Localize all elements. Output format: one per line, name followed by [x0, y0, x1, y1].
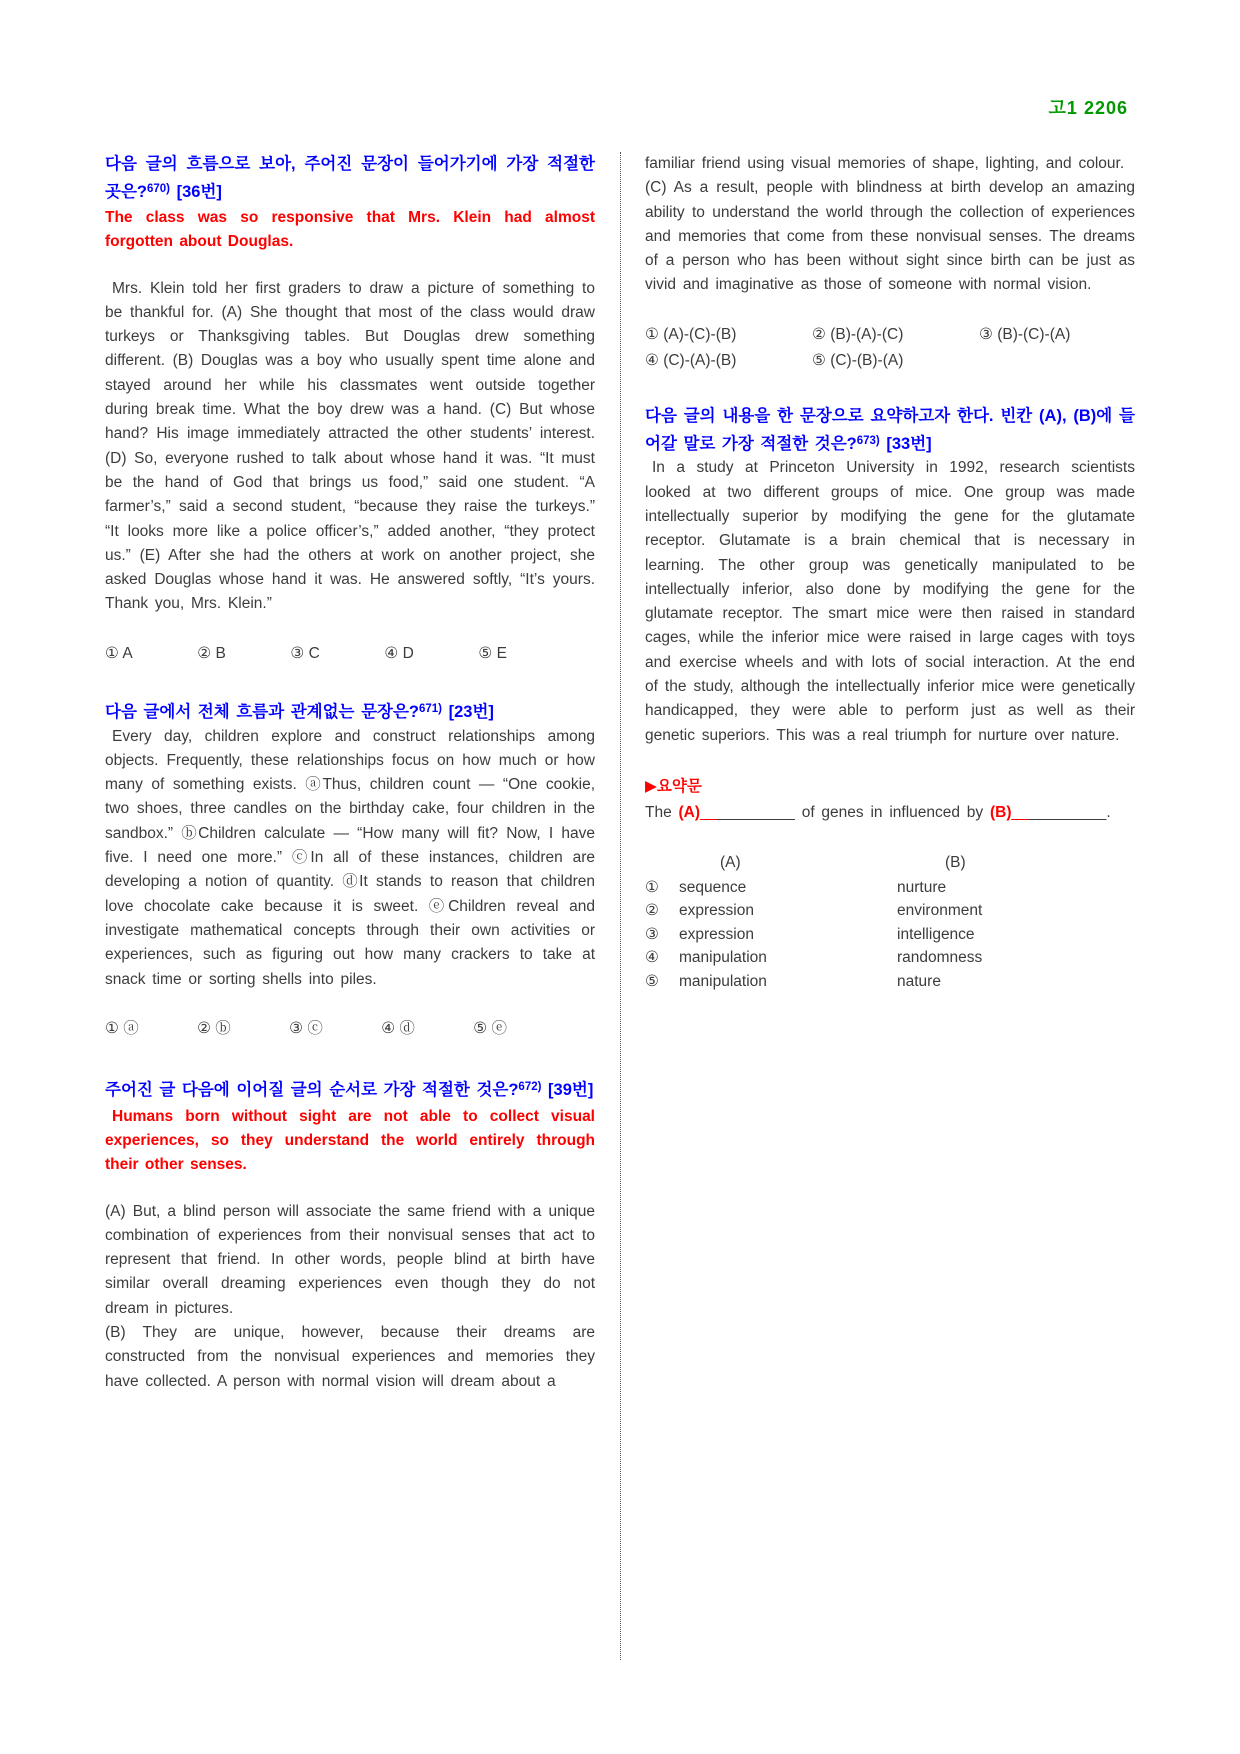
question-39-paragraph-c: (C) As a result, people with blindness at birth develop an amazing ability to understand the world through the collection of experiences and memories that come from these nonvisual senses. The dreams of a person who has been without sight since birth can be just as vivid and imaginative as those of someone with normal vision. — [645, 179, 1135, 294]
question-36-given-sentence: The class was so responsive that Mrs. Klein had almost forgotten about Douglas. — [105, 209, 595, 251]
table-header-b: (B) — [945, 853, 966, 871]
footnote-ref-670: 670) — [146, 182, 170, 195]
choice-option: ⑤ E — [478, 644, 507, 662]
question-33-title-text: 다음 글의 내용을 한 문장으로 요약하고자 한다. 빈칸 (A), (B)에 들어갈 말로 가장 적절한 것은? — [645, 407, 1135, 453]
doc-code: 고1 2206 — [1048, 98, 1128, 118]
question-39-number-tag: [39번] — [548, 1081, 594, 1100]
table-cell-b: nature — [897, 972, 941, 990]
question-33-answer-table — [645, 851, 1135, 993]
choice-option: ④ D — [384, 644, 414, 662]
left-column — [105, 152, 595, 1394]
question-33-number-tag: [33번] — [886, 434, 932, 453]
choice-number: ② — [645, 902, 659, 920]
choice-number: ③ — [645, 925, 659, 943]
table-cell-b: nurture — [897, 878, 947, 896]
question-39-paragraph-b: (B) They are unique, however, because their dreams are constructed from the nonvisual experiences and memories they have collected. A person with normal vision will dream about a — [105, 1323, 595, 1390]
choice-option: ③ ⓒ — [289, 1019, 323, 1037]
summary-text: of genes in influenced by — [794, 804, 990, 822]
blank-b-line-red: __ — [1011, 804, 1029, 822]
blank-b-line: _________ — [1028, 804, 1107, 822]
footnote-ref-673: 673) — [856, 434, 880, 447]
choice-option: ② ⓑ — [197, 1019, 231, 1037]
question-23-title — [105, 697, 595, 725]
choice-option: ⑤ ⓔ — [473, 1019, 507, 1037]
question-36-choices — [105, 642, 507, 666]
choice-option: ④ (C)-(A)-(B) — [645, 352, 737, 370]
table-cell-b: intelligence — [897, 925, 975, 943]
table-cell-b: environment — [897, 902, 983, 920]
question-39-paragraph-b-continued: familiar friend using visual memories of shape, lighting, and colour. — [645, 155, 1125, 172]
footnote-ref-671: 671) — [418, 703, 442, 716]
choice-option: ① ⓐ — [105, 1019, 139, 1037]
choice-number: ⑤ — [645, 972, 659, 990]
question-36-passage: Mrs. Klein told her first graders to draw a picture of something to be thankful for. (A) She thought that most of the class would draw turkeys or Thanksgiving tables. But Douglas drew something different. (B) Douglas was a boy who usually spent time alone and stayed around her while his classmates went outside together during break time. What the boy drew was a hand. (C) But whose hand? His image immediately attracted the other students’ interest. (D) So, everyone rushed to talk about whose hand it was. “It must be the hand of God that brings us food,” said one student. “A farmer’s,” said a second student, “because they raise the turkeys.” “It looks more like a police officer’s,” added another, “they protect us.” (E) After she had the others at work on another project, she asked Douglas whose hand it was. He answered softly, “It’s yours. Thank you, Mrs. Klein.” — [105, 279, 595, 613]
table-cell-a: sequence — [679, 878, 747, 896]
table-header-a: (A) — [720, 853, 741, 871]
table-cell-a: expression — [679, 902, 754, 920]
choice-option: ④ ⓓ — [381, 1019, 415, 1037]
table-cell-a: manipulation — [679, 949, 767, 967]
question-36-title — [105, 152, 595, 204]
blank-a-line-red: __ — [700, 804, 718, 822]
summary-text: The — [645, 804, 679, 822]
footnote-ref-672: 672) — [518, 1081, 542, 1094]
blank-b-label: (B) — [990, 804, 1012, 822]
question-33 — [645, 404, 1135, 993]
choice-number: ① — [645, 878, 659, 896]
blank-a-label: (A) — [678, 804, 701, 822]
summary-sentence — [645, 801, 1135, 825]
right-column — [645, 152, 1135, 1394]
question-39-given-sentence: Humans born without sight are not able to collect visual experiences, so they understand the world entirely through their other senses. — [105, 1107, 595, 1174]
question-33-title — [645, 404, 1135, 456]
choice-option: ③ (B)-(C)-(A) — [979, 325, 1071, 343]
table-cell-b: randomness — [897, 949, 983, 967]
choice-option: ① (A)-(C)-(B) — [645, 325, 737, 343]
choice-number: ④ — [645, 949, 659, 967]
table-cell-a: expression — [679, 925, 754, 943]
choice-option: ① A — [105, 644, 133, 662]
question-39-paragraph-a: (A) But, a blind person will associate the same friend with a unique combination of experiences from their nonvisual senses that act to represent that friend. In other words, people blind at birth have similar overall dreaming experiences even though they do not dream in pictures. — [105, 1202, 595, 1317]
table-cell-a: manipulation — [679, 972, 767, 990]
choice-option: ② (B)-(A)-(C) — [812, 325, 904, 343]
question-23-title-text: 다음 글에서 전체 흐름과 관계없는 문장은? — [105, 703, 419, 722]
question-39-choices — [645, 323, 1135, 374]
summary-heading: ▶요약문 — [645, 777, 702, 795]
question-23-choices — [105, 1017, 507, 1041]
table-cell — [645, 851, 679, 874]
choice-option: ② B — [197, 644, 226, 662]
question-23-passage: Every day, children explore and construct relationships among objects. Frequently, these relationships focus on how much or how many of something exists. ⓐThus, children count — “One cookie, two shoes, three candles on the birthday cake, four children in the sandbox.” ⓑChildren calculate — “How many will fit? Now, I have five. I need one more.” ⓒIn all of these instances, children are developing a notion of quantity. ⓓIt stands to reason that children love chocolate cake because it is sweet. ⓔChildren reveal and investigate mathematical concepts through their own activities or experiences, such as figuring out how many crackers to take at snack time or sorting shells into piles. — [105, 727, 595, 988]
choice-option: ③ C — [290, 644, 320, 662]
question-23 — [105, 697, 595, 1041]
choice-option: ⑤ (C)-(B)-(A) — [812, 352, 904, 370]
blank-a-line: _________ — [717, 804, 795, 822]
summary-text: . — [1106, 804, 1111, 822]
question-36-title-text: 다음 글의 흐름으로 보아, 주어진 문장이 들어가기에 가장 적절한 곳은? — [105, 155, 595, 201]
question-39-title — [105, 1075, 595, 1103]
question-39 — [105, 1075, 595, 1394]
question-33-passage: In a study at Princeton University in 1992, research scientists looked at two different groups of mice. One group was made intellectually superior by modifying the gene for the glutamate receptor. Glutamate is a brain chemical that is necessary in learning. The other group was genetically manipulated to be intellectually inferior, also done by modifying the gene for the glutamate receptor. The smart mice were then raised in standard cages, while the inferior mice were raised in large cages with toys and exercise wheels and with lots of social interaction. At the end of the study, although the intellectually inferior mice were genetically handicapped, they were able to perform just as well as their genetic superiors. This was a real triumph for nurture over nature. — [645, 459, 1135, 744]
page-content — [105, 152, 1135, 1394]
question-36-number-tag: [36번] — [176, 182, 222, 201]
question-39-continued — [645, 152, 1135, 373]
question-39-title-text: 주어진 글 다음에 이어질 글의 순서로 가장 적절한 것은? — [105, 1081, 519, 1100]
question-23-number-tag: [23번] — [448, 703, 494, 722]
question-36 — [105, 152, 595, 666]
